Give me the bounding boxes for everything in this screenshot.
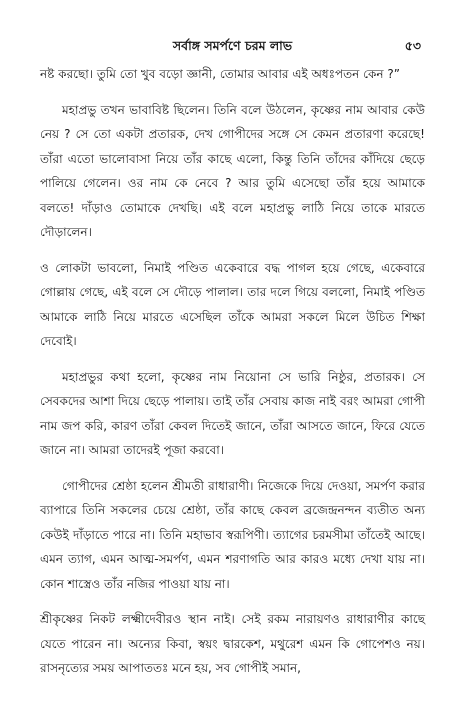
paragraph-5: গোপীদের শ্রেষ্ঠা হলেন শ্রীমতী রাধারাণী। নিজেকে দিয়ে দেওয়া, সমর্পণ করার ব্যাপারে তিনি সকলের চেয়ে শ্রেষ্ঠা, তাঁর কাছে কেবল ব্রজেন্দ্রনন্দন ব্যতীত অন্য কেউই দাঁড়াতে পারে না। তিনি মহাভাব স্বরূপিণী। ত্যাগের চরমসীমা তাঁতেই আছে। এমন ত্যাগ, এমন আত্ম-সমর্পণ, এমন শরণাগতি আর কারও মধ্যে দেখা যায় না। কোন শাস্ত্রেও তাঁর নজির পাওয়া যায় না। bbox=[40, 478, 425, 591]
page-body bbox=[40, 62, 425, 692]
paragraph-1: নষ্ট করছো। তুমি তো খুব বড়ো জ্ঞানী, তোমার আবার এই অধঃপতন কেন ?” bbox=[40, 67, 400, 81]
paragraph-4: মহাপ্রভুর কথা হলো, কৃষ্ণের নাম নিয়োনা সে ভারি নিষ্ঠুর, প্রতারক। সে সেবকদের আশা দিয়ে ছেড়ে পালায়। তাই তাঁর সেবায় কাজ নাই বরং আমরা গোপী নাম জপ করি, কারণ তাঁরা কেবল দিতেই জানে, তাঁরা আসতে জানে, ফিরে যেতে জানে না। আমরা তাদেরই পূজা করবো। bbox=[40, 369, 425, 457]
page-number: ৫৩ bbox=[404, 38, 421, 53]
paragraph-2: মহাপ্রভু তখন ভাবাবিষ্ট ছিলেন। তিনি বলে উঠলেন, কৃষ্ণের নাম আবার কেউ নেয় ? সে তো একটা প্রতারক, দেখ গোপীদের সঙ্গে সে কেমন প্রতারণা করেছে! তাঁরা এতো ভালোবাসা নিয়ে তাঁর কাছে এলো, কিন্তু তিনি তাঁদের কাঁদিয়ে ছেড়ে পালিয়ে গেলেন। ওর নাম কে নেবে ? আর তুমি এসেছো তাঁর হয়ে আমাকে বলতে! দাঁড়াও তোমাকে দেখছি। এই বলে মহাপ্রভু লাঠি নিয়ে তাকে মারতে দৌড়ালেন। bbox=[40, 102, 425, 239]
chapter-title: সর্বাঙ্গ সমর্পণে চরম লাভ bbox=[172, 38, 293, 53]
paragraph-3: ও লোকটা ভাবলো, নিমাই পণ্ডিত একেবারে বদ্ধ পাগল হয়ে গেছে, একেবারে গোল্লায় গেছে, এই বলে সে দৌড়ে পালাল। তার দলে গিয়ে বললো, নিমাই পণ্ডিত আমাকে লাঠি নিয়ে মারতে এসেছিল তাঁকে আমরা সকলে মিলে উচিত শিক্ষা দেবোই। bbox=[40, 260, 425, 348]
running-header bbox=[40, 36, 425, 56]
paragraph-6: শ্রীকৃষ্ণের নিকট লক্ষ্মীদেবীরও স্থান নাই। সেই রকম নারায়ণও রাধারাণীর কাছে যেতে পারেন না। অন্যের কিবা, স্বয়ং দ্বারকেশ, মথুরেশ এমন কি গোপেশও নয়। রাসনৃত্যের সময় আপাততঃ মনে হয়, সব গোপীই সমান, bbox=[40, 612, 425, 675]
